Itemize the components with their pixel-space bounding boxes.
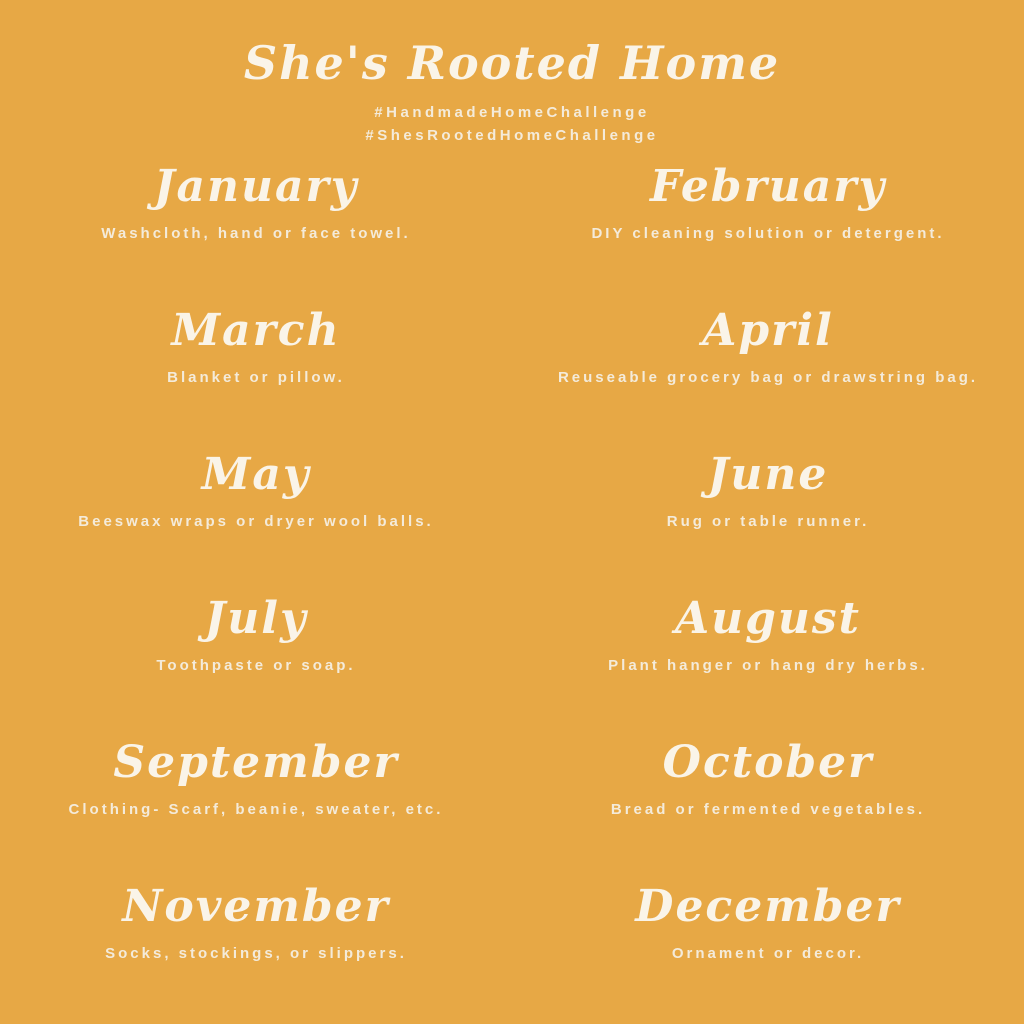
month-block-march (0, 302, 512, 386)
month-name-october: October (662, 737, 874, 788)
month-name-may: May (201, 449, 311, 500)
month-block-september (0, 734, 512, 818)
month-item-january: Washcloth, hand or face towel. (101, 224, 411, 242)
month-block-january (0, 158, 512, 242)
month-item-september: Clothing- Scarf, beanie, sweater, etc. (68, 800, 444, 818)
month-item-august: Plant hanger or hang dry herbs. (608, 656, 928, 674)
month-item-october: Bread or fermented vegetables. (610, 800, 926, 818)
months-grid (0, 158, 1024, 1024)
poster-header (0, 0, 1024, 158)
month-name-july: July (204, 593, 308, 644)
month-item-may: Beeswax wraps or dryer wool balls. (78, 512, 434, 530)
month-item-february: DIY cleaning solution or detergent. (591, 224, 945, 242)
month-name-december: December (635, 881, 901, 932)
month-name-september: September (113, 737, 399, 788)
month-item-november: Socks, stockings, or slippers. (105, 944, 407, 962)
month-block-june (512, 446, 1024, 530)
month-block-may (0, 446, 512, 530)
month-name-november: November (122, 881, 390, 932)
month-name-february: February (649, 161, 887, 212)
month-block-february (512, 158, 1024, 242)
month-block-december (512, 878, 1024, 962)
month-item-april: Reuseable grocery bag or drawstring bag. (557, 368, 979, 386)
month-item-march: Blanket or pillow. (167, 368, 345, 386)
month-block-july (0, 590, 512, 674)
month-name-june: June (707, 449, 829, 500)
month-name-august: August (675, 593, 861, 644)
month-name-january: January (153, 161, 359, 212)
hashtag-handmade-home: #HandmadeHomeChallenge (374, 103, 650, 121)
hashtag-group (0, 101, 1024, 148)
month-block-october (512, 734, 1024, 818)
poster-title: She's Rooted Home (243, 36, 781, 90)
month-item-june: Rug or table runner. (666, 512, 870, 530)
month-block-november (0, 878, 512, 962)
month-item-december: Ornament or decor. (671, 944, 865, 962)
month-name-april: April (702, 305, 834, 356)
month-block-april (512, 302, 1024, 386)
month-name-march: March (171, 305, 341, 356)
month-item-july: Toothpaste or soap. (156, 656, 356, 674)
month-block-august (512, 590, 1024, 674)
hashtag-shes-rooted-home: #ShesRootedHomeChallenge (365, 126, 659, 144)
